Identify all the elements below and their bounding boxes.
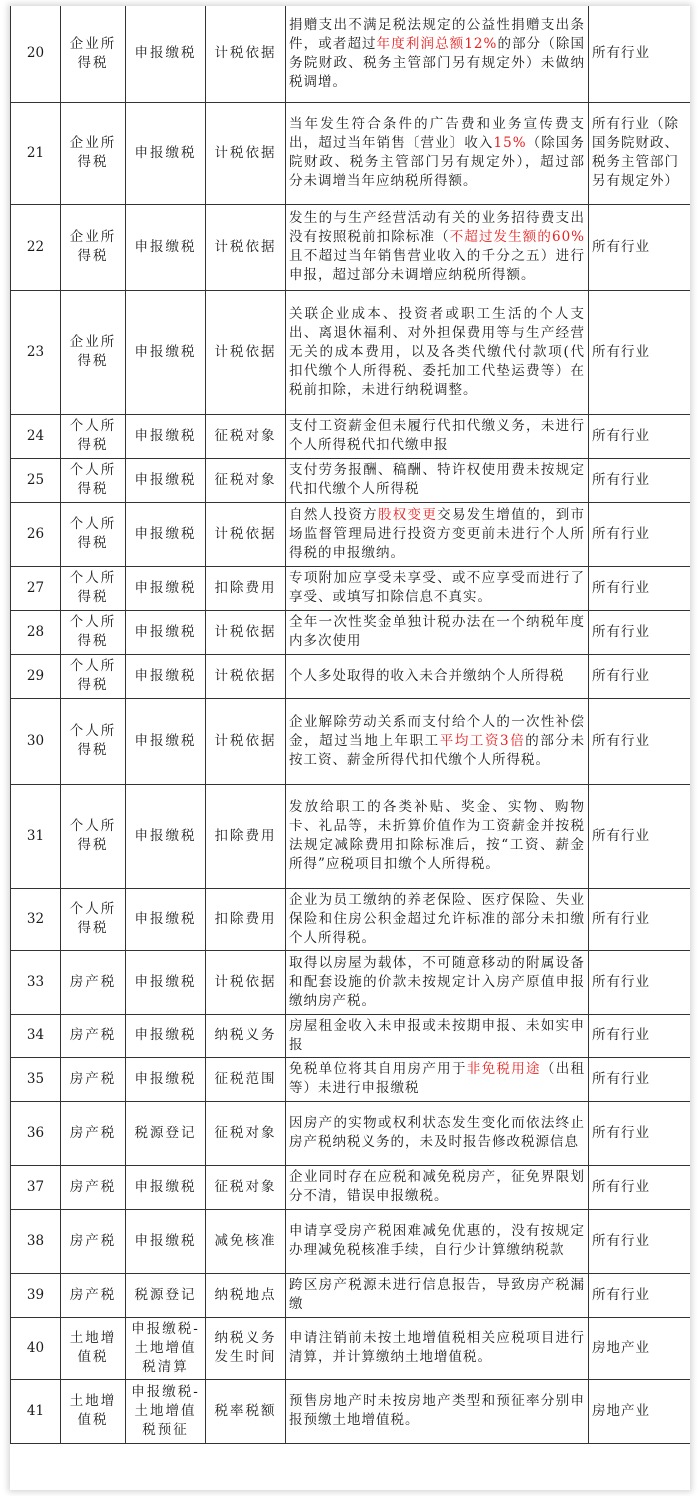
tax-element: 征税对象 — [206, 1165, 286, 1209]
tax-type: 个人所得税 — [61, 698, 126, 784]
risk-description — [286, 290, 589, 414]
row-number: 36 — [11, 1101, 61, 1165]
description-text: 关联企业成本、投资者或职工生活的个人支出、离退休福利、对外担保费用等与生产经营无关的成本费用，以及各类代缴代付款项(代扣代缴个人所得税、委托加工代垫运费等）在税前扣除，未进行纳税调整。 — [289, 305, 585, 398]
stage: 申报缴税 — [126, 502, 206, 566]
industry: 所有行业 — [589, 204, 691, 290]
row-number: 21 — [11, 102, 61, 204]
highlighted-text: 股权变更 — [377, 506, 438, 523]
tax-element: 征税对象 — [206, 414, 286, 458]
industry: 所有行业 — [589, 1165, 691, 1209]
tax-element: 扣除费用 — [206, 888, 286, 950]
stage: 申报缴税 — [126, 102, 206, 204]
description-text: 的部分（除国务院财政、税务主管部门另有规定外）未做纳税调增。 — [289, 35, 586, 90]
table-row — [11, 784, 691, 888]
risk-description — [286, 414, 589, 458]
risk-description — [286, 458, 589, 502]
row-number: 20 — [11, 6, 61, 102]
stage: 申报缴税-土地增值税预征 — [126, 1379, 206, 1443]
highlighted-text: 15% — [493, 135, 527, 151]
row-number: 30 — [11, 698, 61, 784]
tax-element: 征税对象 — [206, 458, 286, 502]
table-row — [11, 1057, 691, 1101]
industry: 所有行业 — [589, 1057, 691, 1101]
description-text: （除国务院财政、税务主管部门另有规定外），超过部分未调增当年应纳税所得额。 — [289, 135, 586, 189]
industry: 所有行业 — [589, 888, 691, 950]
description-text: 企业同时存在应税和减免税房产，征免界限划分不清，错误申报缴税。 — [289, 1169, 585, 1204]
tax-element: 计税依据 — [206, 654, 286, 698]
tax-type: 房产税 — [61, 1209, 126, 1273]
risk-description — [286, 1165, 589, 1209]
industry: 所有行业 — [589, 950, 691, 1014]
table-row — [11, 1379, 691, 1443]
tax-type: 企业所得税 — [61, 102, 126, 204]
highlighted-text: 年度利润总额12% — [376, 35, 498, 52]
table-row — [11, 1101, 691, 1165]
row-number: 40 — [11, 1317, 61, 1379]
tax-element: 纳税义务 — [206, 1014, 286, 1057]
stage: 申报缴税 — [126, 6, 206, 102]
tax-element: 扣除费用 — [206, 566, 286, 610]
industry: 房地产业 — [589, 1379, 691, 1443]
description-text: 发放给职工的各类补贴、奖金、实物、购物卡、礼品等，未折算价值作为工资薪金并按税法规定减除费用扣除标准后，按“工资、薪金所得”应税项目扣缴个人所得税。 — [289, 799, 585, 872]
description-text: 捐赠支出不满足税法规定的公益性捐赠支出条件，或者超过 — [289, 16, 585, 52]
tax-type: 个人所得税 — [61, 458, 126, 502]
stage: 申报缴税 — [126, 950, 206, 1014]
stage: 申报缴税 — [126, 698, 206, 784]
risk-description — [286, 566, 589, 610]
table-row — [11, 566, 691, 610]
table-row — [11, 654, 691, 698]
row-number: 37 — [11, 1165, 61, 1209]
row-number: 26 — [11, 502, 61, 566]
table-row — [11, 458, 691, 502]
stage: 申报缴税 — [126, 204, 206, 290]
tax-element: 计税依据 — [206, 6, 286, 102]
industry: 所有行业 — [589, 414, 691, 458]
description-text: 当年发生符合条件的广告费和业务宣传费支出，超过当年销售〔营业〕收入 — [289, 116, 585, 151]
stage: 申报缴税 — [126, 654, 206, 698]
table-row — [11, 204, 691, 290]
risk-description — [286, 204, 589, 290]
stage: 申报缴税 — [126, 1209, 206, 1273]
tax-type: 房产税 — [61, 950, 126, 1014]
industry: 所有行业 — [589, 1273, 691, 1317]
stage: 申报缴税 — [126, 1165, 206, 1209]
industry: 所有行业 — [589, 654, 691, 698]
description-text: 自然人投资方 — [289, 506, 378, 523]
risk-description — [286, 502, 589, 566]
description-text: 取得以房屋为载体，不可随意移动的附属设备和配套设施的价款未按规定计入房产原值申报缴纳房产税。 — [289, 954, 585, 1009]
industry: 所有行业 — [589, 784, 691, 888]
description-text: （出租等）未进行申报缴税 — [289, 1061, 586, 1096]
tax-element: 减免核准 — [206, 1209, 286, 1273]
tax-type: 个人所得税 — [61, 502, 126, 566]
table-row — [11, 414, 691, 458]
tax-element: 计税依据 — [206, 610, 286, 654]
industry: 所有行业 — [589, 566, 691, 610]
description-text: 发生的与生产经营活动有关的业务招待费支出没有按照税前扣除标准（ — [289, 210, 585, 245]
table-body — [11, 6, 691, 1443]
industry: 房地产业 — [589, 1317, 691, 1379]
description-text: 申请注销前未按土地增值税相关应税项目进行清算，并计算缴纳土地增值税。 — [289, 1330, 585, 1365]
description-text: 专项附加应享受未享受、或不应享受而进行了享受、或填写扣除信息不真实。 — [289, 570, 585, 605]
tax-element: 计税依据 — [206, 204, 286, 290]
tax-type: 企业所得税 — [61, 204, 126, 290]
tax-type: 房产税 — [61, 1165, 126, 1209]
description-text: 申请享受房产税困难减免优惠的，没有按规定办理减免税核准手续，自行少计算缴纳税款 — [289, 1223, 585, 1258]
risk-description — [286, 102, 589, 204]
stage: 税源登记 — [126, 1101, 206, 1165]
tax-element: 纳税义务发生时间 — [206, 1317, 286, 1379]
risk-description — [286, 1379, 589, 1443]
tax-type: 土地增值税 — [61, 1379, 126, 1443]
description-text: 企业解除劳动关系而支付给个人的一次性补偿金，超过当地上年职工 — [289, 713, 585, 749]
stage: 税源登记 — [126, 1273, 206, 1317]
industry: 所有行业 — [589, 6, 691, 102]
industry: 所有行业（除国务院财政、税务主管部门另有规定外） — [589, 102, 691, 204]
stage: 申报缴税 — [126, 1014, 206, 1057]
description-text: 支付劳务报酬、稿酬、特许权使用费未按规定代扣代缴个人所得税 — [289, 462, 585, 497]
table-row — [11, 1165, 691, 1209]
table-row — [11, 610, 691, 654]
table-row — [11, 1014, 691, 1057]
stage: 申报缴税 — [126, 610, 206, 654]
tax-element: 扣除费用 — [206, 784, 286, 888]
description-text: 且不超过当年销售营业收入的千分之五）进行申报，超过部分未调增应纳税所得额。 — [289, 248, 585, 283]
tax-element: 计税依据 — [206, 698, 286, 784]
description-text: 预售房地产时未按房地产类型和预征率分别申报预缴土地增值税。 — [289, 1393, 585, 1428]
tax-type: 个人所得税 — [61, 784, 126, 888]
tax-type: 个人所得税 — [61, 610, 126, 654]
description-text: 房屋租金收入未申报或未按期申报、未如实申报 — [289, 1017, 585, 1053]
document-sheet — [10, 6, 690, 1490]
tax-type: 土地增值税 — [61, 1317, 126, 1379]
industry: 所有行业 — [589, 458, 691, 502]
stage: 申报缴税 — [126, 458, 206, 502]
description-text: 个人多处取得的收入未合并缴纳个人所得税 — [289, 667, 565, 684]
tax-type: 个人所得税 — [61, 414, 126, 458]
industry: 所有行业 — [589, 1101, 691, 1165]
table-row — [11, 1209, 691, 1273]
highlighted-text: 平均工资3倍 — [439, 732, 526, 749]
table-row — [11, 6, 691, 102]
tax-type: 个人所得税 — [61, 654, 126, 698]
highlighted-text: 不超过发生额的60% — [449, 229, 585, 245]
description-text: 免税单位将其自用房产用于 — [289, 1061, 467, 1077]
highlighted-text: 非免税用途 — [466, 1061, 541, 1077]
industry: 所有行业 — [589, 502, 691, 566]
stage: 申报缴税 — [126, 566, 206, 610]
tax-type: 房产税 — [61, 1057, 126, 1101]
risk-description — [286, 888, 589, 950]
row-number: 31 — [11, 784, 61, 888]
stage: 申报缴税 — [126, 888, 206, 950]
industry: 所有行业 — [589, 1209, 691, 1273]
table-row — [11, 1273, 691, 1317]
risk-description — [286, 1317, 589, 1379]
tax-element: 征税对象 — [206, 1101, 286, 1165]
risk-description — [286, 610, 589, 654]
risk-description — [286, 1273, 589, 1317]
table-row — [11, 1317, 691, 1379]
tax-type: 房产税 — [61, 1101, 126, 1165]
industry: 所有行业 — [589, 698, 691, 784]
row-number: 34 — [11, 1014, 61, 1057]
industry: 所有行业 — [589, 610, 691, 654]
stage: 申报缴税-土地增值税清算 — [126, 1317, 206, 1379]
row-number: 29 — [11, 654, 61, 698]
risk-description — [286, 950, 589, 1014]
risk-description — [286, 1101, 589, 1165]
industry: 所有行业 — [589, 290, 691, 414]
description-text: 跨区房产税源未进行信息报告，导致房产税漏缴 — [289, 1277, 585, 1312]
stage: 申报缴税 — [126, 1057, 206, 1101]
description-text: 因房产的实物或权利状态发生变化而依法终止房产税纳税义务的，未及时报告修改税源信息 — [289, 1115, 585, 1150]
tax-element: 征税范围 — [206, 1057, 286, 1101]
row-number: 33 — [11, 950, 61, 1014]
tax-type: 房产税 — [61, 1014, 126, 1057]
risk-description — [286, 784, 589, 888]
tax-element: 计税依据 — [206, 502, 286, 566]
risk-description — [286, 1014, 589, 1057]
industry: 所有行业 — [589, 1014, 691, 1057]
risk-description — [286, 654, 589, 698]
row-number: 24 — [11, 414, 61, 458]
tax-element: 计税依据 — [206, 102, 286, 204]
row-number: 25 — [11, 458, 61, 502]
row-number: 23 — [11, 290, 61, 414]
tax-element: 计税依据 — [206, 290, 286, 414]
table-row — [11, 950, 691, 1014]
stage: 申报缴税 — [126, 784, 206, 888]
row-number: 35 — [11, 1057, 61, 1101]
risk-description — [286, 698, 589, 784]
tax-element: 纳税地点 — [206, 1273, 286, 1317]
table-row — [11, 290, 691, 414]
row-number: 38 — [11, 1209, 61, 1273]
row-number: 27 — [11, 566, 61, 610]
row-number: 22 — [11, 204, 61, 290]
row-number: 32 — [11, 888, 61, 950]
table-row — [11, 102, 691, 204]
table-row — [11, 888, 691, 950]
description-text: 支付工资薪金但未履行代扣代缴义务，未进行个人所得税代扣代缴申报 — [289, 418, 585, 453]
stage: 申报缴税 — [126, 290, 206, 414]
tax-element: 税率税额 — [206, 1379, 286, 1443]
description-text: 交易发生增值的，到市场监督管理局进行投资方变更前未进行个人所得税的申报缴纳。 — [289, 506, 586, 561]
tax-type: 个人所得税 — [61, 888, 126, 950]
risk-description — [286, 6, 589, 102]
row-number: 41 — [11, 1379, 61, 1443]
tax-risk-table — [10, 6, 690, 1444]
table-row — [11, 698, 691, 784]
description-text: 企业为员工缴纳的养老保险、医疗保险、失业保险和住房公积金超过允许标准的部分未扣缴个人所得税。 — [289, 891, 585, 946]
tax-type: 个人所得税 — [61, 566, 126, 610]
description-text: 的部分未按工资、薪金所得代扣代缴个人所得税。 — [289, 732, 586, 768]
description-text: 全年一次性奖金单独计税办法在一个纳税年度内多次使用 — [289, 614, 585, 649]
row-number: 28 — [11, 610, 61, 654]
tax-element: 计税依据 — [206, 950, 286, 1014]
row-number: 39 — [11, 1273, 61, 1317]
tax-type: 房产税 — [61, 1273, 126, 1317]
tax-type: 企业所得税 — [61, 290, 126, 414]
risk-description — [286, 1057, 589, 1101]
risk-description — [286, 1209, 589, 1273]
table-row — [11, 502, 691, 566]
tax-type: 企业所得税 — [61, 6, 126, 102]
stage: 申报缴税 — [126, 414, 206, 458]
